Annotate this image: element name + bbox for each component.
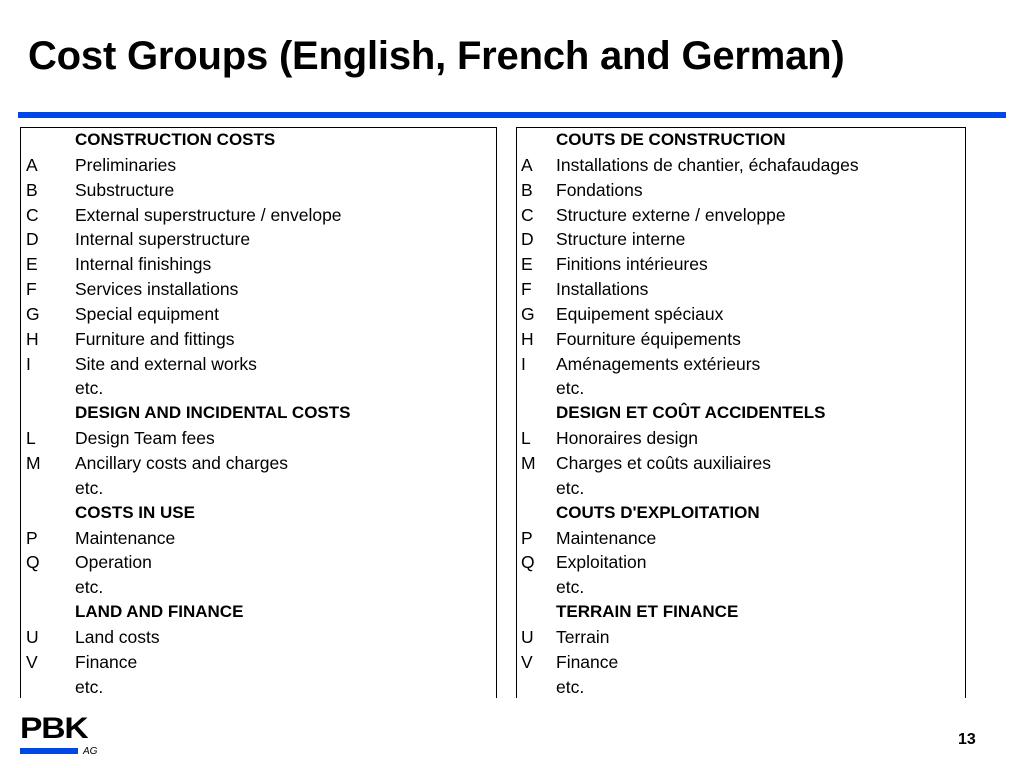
cost-group-heading-label: COUTS DE CONSTRUCTION [556,130,786,149]
cost-group-row [517,625,965,650]
cost-group-row [21,550,496,575]
cost-group-row [21,526,496,551]
cost-group-code: Q [521,552,535,573]
cost-group-code: F [521,279,532,300]
cost-group-label: etc. [556,378,585,399]
cost-group-row [517,451,965,476]
cost-group-heading-label: TERRAIN ET FINANCE [556,602,739,622]
pbk-logo [20,712,100,761]
cost-group-heading-label: COUTS D'EXPLOITATION [556,502,760,522]
cost-group-heading-label: LAND AND FINANCE [75,602,244,622]
cost-group-code: M [521,452,536,473]
slide-title: Cost Groups (English, French and German) [28,34,845,78]
cost-group-row [517,277,965,302]
cost-group-row [21,277,496,302]
cost-group-label: Exploitation [556,552,647,573]
cost-group-heading-label: CONSTRUCTION COSTS [75,130,276,149]
cost-group-heading [21,128,496,153]
cost-group-label: Special equipment [75,303,219,324]
cost-group-label: Fondations [556,179,643,200]
cost-group-code: E [26,254,38,275]
cost-group-row [21,153,496,178]
cost-group-code: G [521,303,535,324]
cost-group-row [21,227,496,252]
cost-group-heading [517,128,965,153]
cost-group-label: etc. [75,378,104,399]
cost-group-row [517,575,965,600]
cost-group-code: H [521,328,534,349]
cost-group-row [517,302,965,327]
cost-group-row [517,376,965,401]
cost-group-label: etc. [75,577,104,598]
page-number: 13 [958,731,976,748]
cost-group-label: Design Team fees [75,428,215,449]
logo-wordmark: PBK [20,712,88,745]
cost-group-row [517,675,965,698]
cost-group-code: F [26,279,37,300]
cost-group-label: Installations [556,279,649,300]
french-cost-groups-panel [516,127,966,698]
cost-group-row [21,575,496,600]
cost-group-row [517,327,965,352]
cost-group-label: Honoraires design [556,428,699,449]
cost-group-label: Ancillary costs and charges [75,452,289,473]
cost-group-code: B [521,179,533,200]
cost-group-label: Aménagements extérieurs [556,353,761,374]
cost-group-code: A [26,154,38,175]
cost-group-row [21,476,496,501]
cost-group-heading-label: DESIGN ET COÛT ACCIDENTELS [556,403,826,423]
cost-group-heading [517,401,965,426]
cost-group-heading [21,600,496,625]
cost-group-code: L [26,428,36,449]
french-cost-groups-list [517,128,965,698]
cost-group-row [517,203,965,228]
cost-group-row [21,352,496,377]
cost-group-code: G [26,303,40,324]
cost-group-code: M [26,452,41,473]
cost-group-row [21,252,496,277]
cost-group-code: V [521,651,533,672]
cost-group-label: Finitions intérieures [556,254,708,275]
cost-group-code: L [521,428,531,449]
cost-group-label: Maintenance [556,527,657,548]
cost-group-heading-label: DESIGN AND INCIDENTAL COSTS [75,403,351,423]
cost-group-row [21,451,496,476]
cost-group-row [21,675,496,698]
cost-group-label: Maintenance [75,527,176,548]
cost-group-row [21,203,496,228]
cost-group-label: Finance [556,651,619,672]
cost-group-code: U [521,626,534,647]
cost-group-code: P [521,527,533,548]
cost-group-label: Terrain [556,626,610,647]
cost-group-row [517,426,965,451]
cost-group-code: V [26,651,38,672]
cost-group-row [517,252,965,277]
english-cost-groups-panel [20,127,497,698]
cost-group-label: Equipement spéciaux [556,303,724,324]
cost-group-row [517,550,965,575]
cost-group-code: U [26,626,39,647]
cost-group-heading-label: COSTS IN USE [75,502,195,522]
cost-group-row [21,625,496,650]
cost-group-row [517,526,965,551]
cost-group-row [21,302,496,327]
cost-group-code: I [521,353,526,374]
cost-group-code: I [26,353,31,374]
cost-group-label: Operation [75,552,152,573]
cost-group-code: Q [26,552,40,573]
cost-group-label: Structure externe / enveloppe [556,204,786,225]
cost-group-row [517,153,965,178]
title-divider [18,112,1006,118]
cost-group-heading [517,501,965,526]
cost-group-row [21,178,496,203]
cost-group-heading [21,401,496,426]
cost-group-row [517,352,965,377]
cost-group-code: C [26,204,39,225]
cost-group-row [21,426,496,451]
logo-subtext: AG [83,746,98,757]
cost-group-label: Land costs [75,626,160,647]
cost-group-label: Internal superstructure [75,229,251,250]
cost-group-code: P [26,527,38,548]
cost-group-row [21,376,496,401]
cost-group-heading [517,600,965,625]
logo-accent-bar [20,748,78,754]
cost-group-code: B [26,179,38,200]
cost-group-label: Substructure [75,179,175,200]
cost-group-code: H [26,328,39,349]
cost-group-row [517,178,965,203]
cost-group-code: D [521,229,534,250]
cost-group-label: etc. [75,676,104,697]
cost-group-code: A [521,154,533,175]
cost-group-label: Installations de chantier, échafaudages [556,154,859,175]
cost-group-label: Services installations [75,279,239,300]
cost-group-label: etc. [556,577,585,598]
cost-group-label: Charges et coûts auxiliaires [556,452,771,473]
cost-group-label: Preliminaries [75,154,177,175]
cost-group-row [21,650,496,675]
cost-group-code: D [26,229,39,250]
english-cost-groups-list [21,128,496,698]
cost-group-label: etc. [75,477,104,498]
cost-group-label: etc. [556,477,585,498]
cost-group-label: Fourniture équipements [556,328,741,349]
cost-group-label: Furniture and fittings [75,328,235,349]
cost-group-label: Finance [75,651,138,672]
cost-group-row [517,650,965,675]
cost-group-row [517,476,965,501]
cost-group-label: External superstructure / envelope [75,204,342,225]
cost-group-label: Site and external works [75,353,257,374]
cost-group-code: C [521,204,534,225]
cost-group-label: Structure interne [556,229,686,250]
cost-group-code: E [521,254,533,275]
cost-group-label: Internal finishings [75,254,212,275]
cost-group-heading [21,501,496,526]
cost-group-label: etc. [556,676,585,697]
cost-group-row [517,227,965,252]
cost-group-row [21,327,496,352]
